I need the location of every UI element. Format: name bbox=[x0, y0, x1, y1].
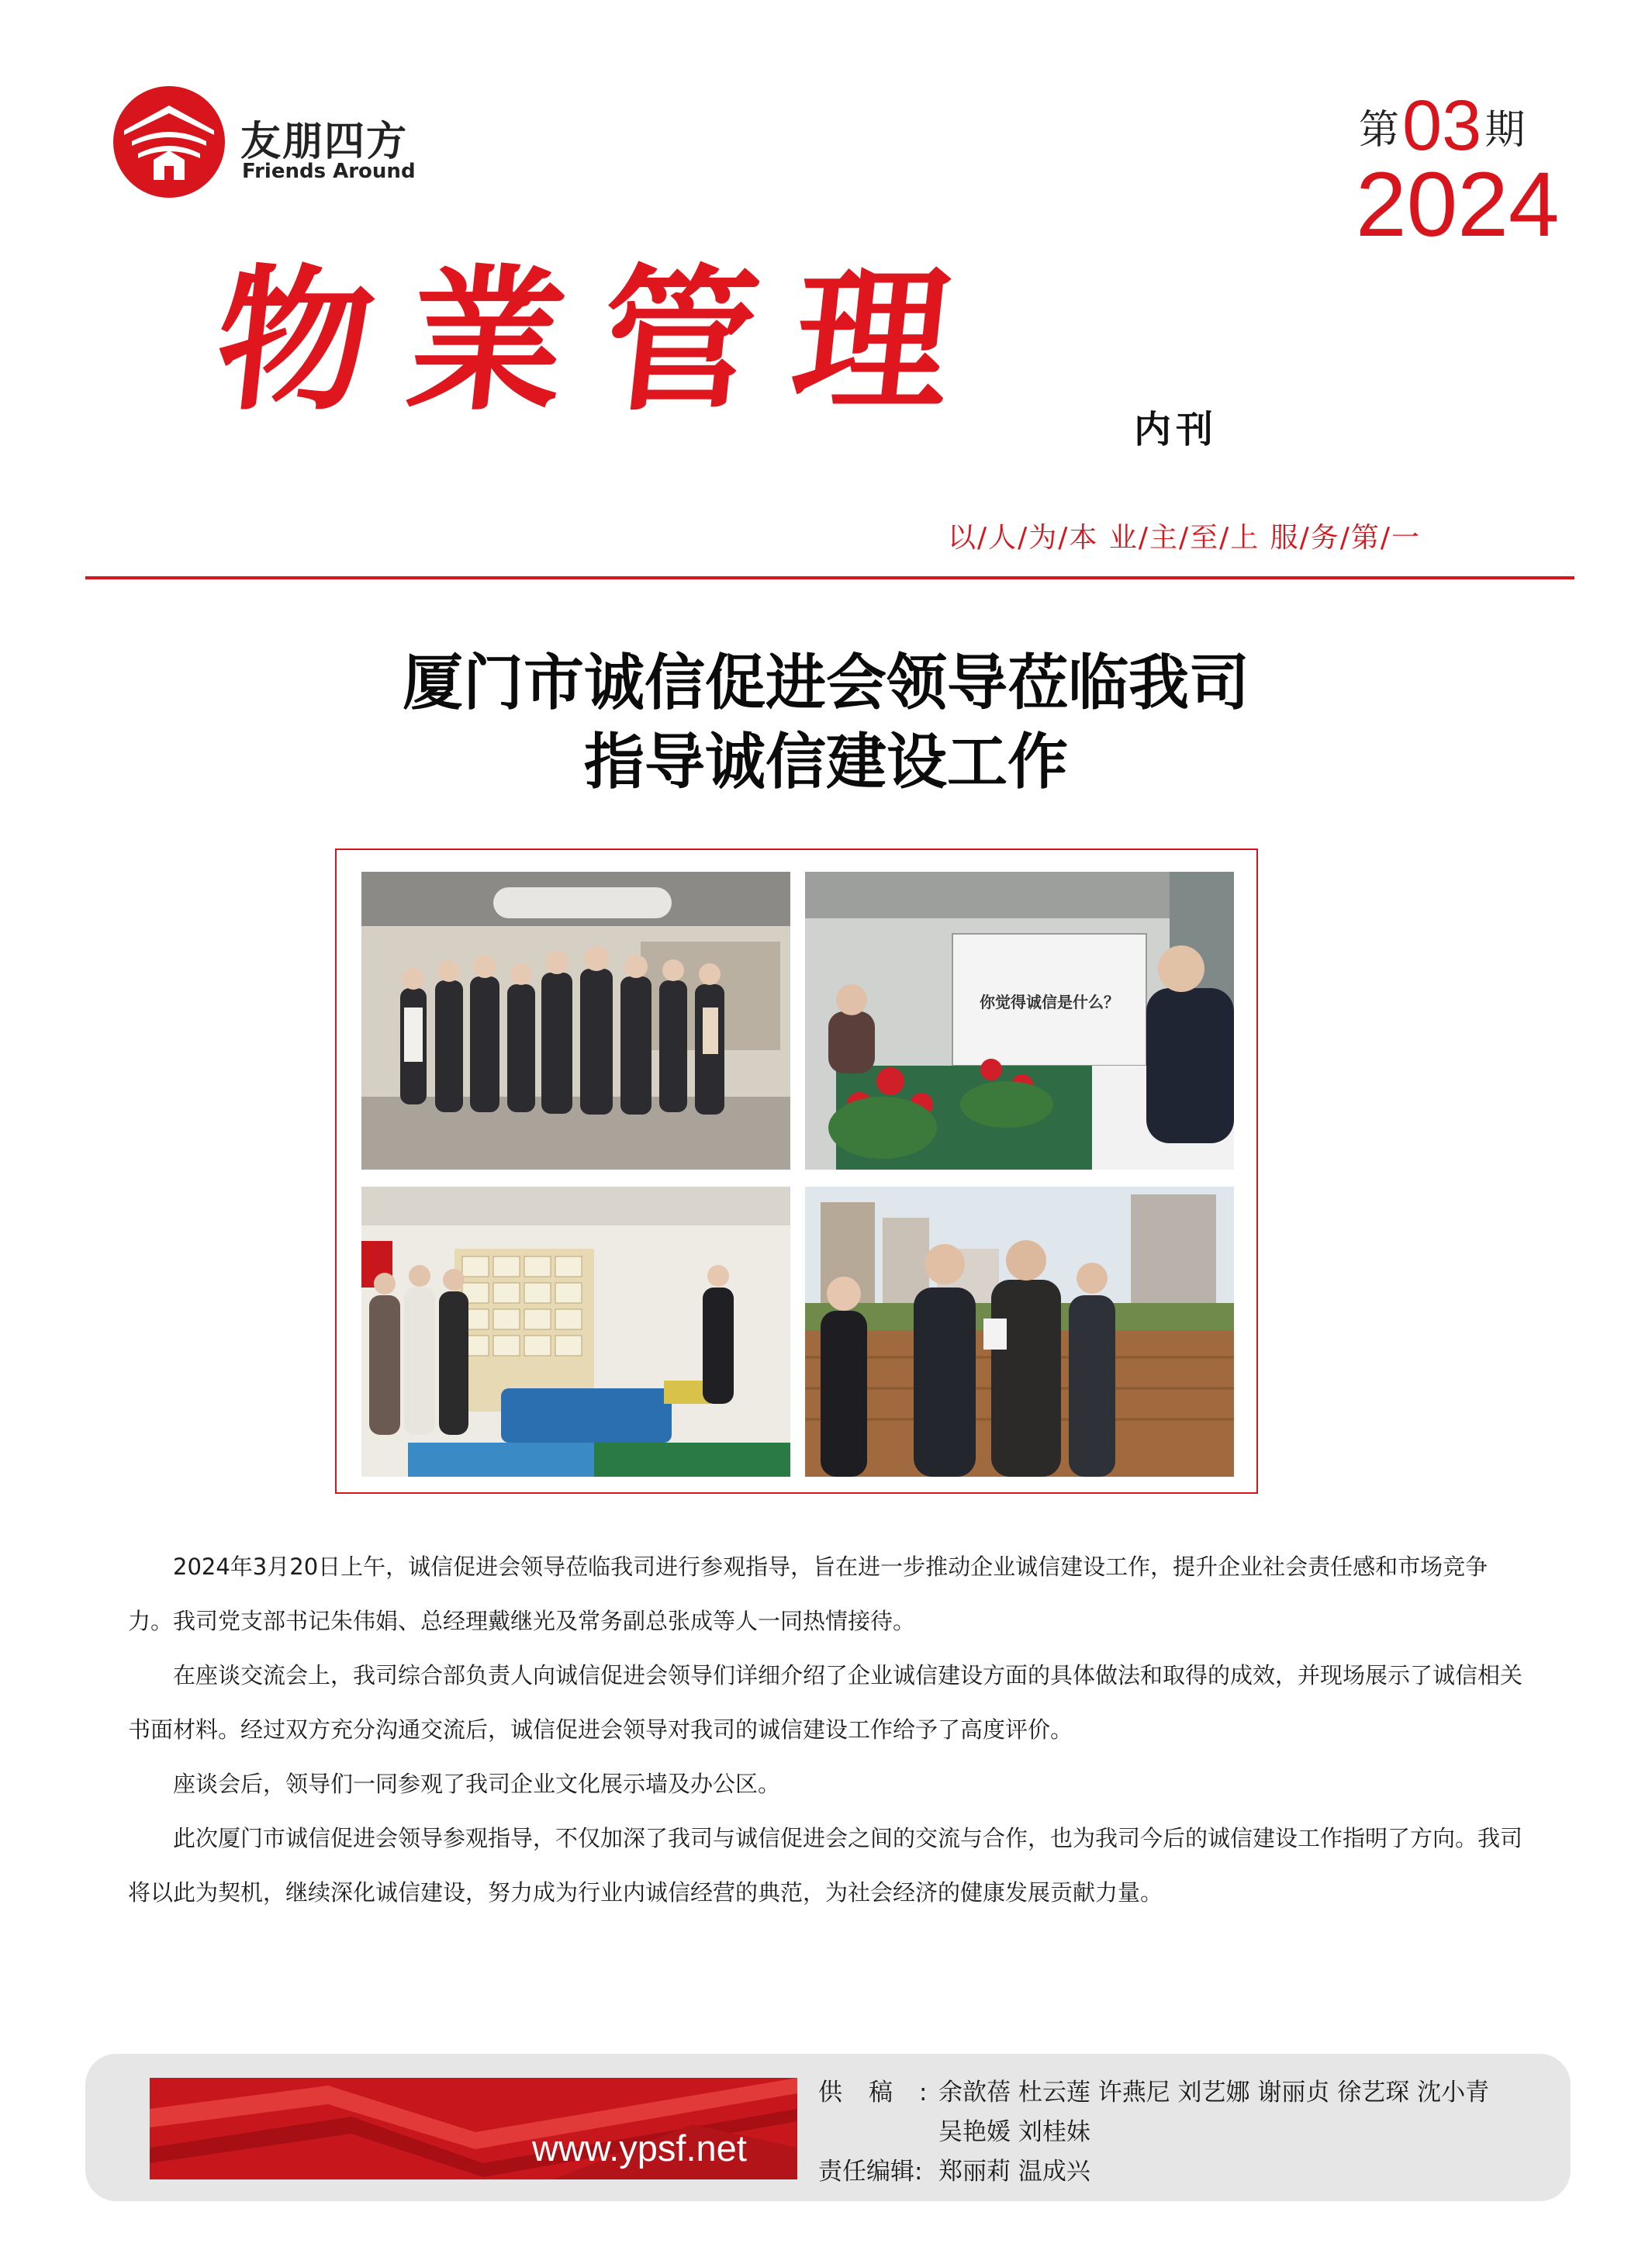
article-paragraph: 2024年3月20日上午，诚信促进会领导莅临我司进行参观指导，旨在进一步推动企业诚信建设工作，提升企业社会责任感和市场竞争力。我司党支部书记朱伟娟、总经理戴继光及常务副总张成等人一同热情接待。 bbox=[128, 1554, 1488, 1634]
article-paragraph: 座谈会后，领导们一同参观了我司企业文化展示墙及办公区。 bbox=[173, 1771, 781, 1797]
meeting-screen-text: 你觉得诚信是什么？ bbox=[980, 993, 1119, 1011]
internal-publication-label: 内刊 bbox=[1134, 408, 1218, 451]
article-body bbox=[128, 1540, 1524, 1920]
logo-name-chinese: 友朋四方 bbox=[240, 119, 409, 165]
header-divider bbox=[85, 576, 1574, 579]
photo-collage bbox=[335, 849, 1258, 1494]
article-paragraph: 在座谈交流会上，我司综合部负责人向诚信促进会领导们详细介绍了企业诚信建设方面的具体做法和取得的成效，并现场展示了诚信相关书面材料。经过双方充分沟通交流后，诚信促进会领导对我司的诚信建设工作给予了高度评价。 bbox=[128, 1662, 1523, 1743]
issue-digits: 03 bbox=[1402, 86, 1482, 165]
masthead-title: 物業管理 bbox=[207, 250, 997, 432]
photo-group-lobby bbox=[361, 872, 790, 1170]
website-link[interactable]: www.ypsf.net bbox=[532, 2127, 747, 2169]
photo-rooftop bbox=[805, 1187, 1234, 1477]
article-headline bbox=[128, 644, 1524, 802]
headline-line-1: 厦门市诚信促进会领导莅临我司 bbox=[402, 648, 1249, 718]
issue-suffix: 期 bbox=[1484, 107, 1526, 154]
contributors-line-1: 余歆蓓 杜云莲 许燕尼 刘艺娜 谢丽贞 徐艺琛 沈小青 bbox=[938, 2079, 1490, 2107]
photo-meeting-room bbox=[805, 872, 1234, 1170]
article-paragraph: 此次厦门市诚信促进会领导参观指导，不仅加深了我司与诚信促进会之间的交流与合作，也为我司今后的诚信建设工作指明了方向。我司将以此为契机，继续深化诚信建设，努力成为行业内诚信经营的典范，为社会经济的健康发展贡献力量。 bbox=[128, 1825, 1523, 1906]
slogan: 以/人/为/本 业/主/至/上 服/务/第/一 bbox=[948, 522, 1422, 554]
headline-line-2: 指导诚信建设工作 bbox=[583, 727, 1068, 797]
logo-name-english: Friends Around bbox=[242, 160, 416, 183]
issue-year: 2024 bbox=[1356, 154, 1560, 256]
contributors-label: 供稿: bbox=[818, 2079, 954, 2107]
photo-culture-wall bbox=[361, 1187, 790, 1477]
editors-label: 责任编辑: bbox=[818, 2158, 923, 2186]
issue-prefix: 第 bbox=[1359, 107, 1400, 154]
contributors-line-2: 吴艳媛 刘桂妹 bbox=[938, 2118, 1090, 2146]
editors-names: 郑丽莉 温成兴 bbox=[938, 2158, 1090, 2186]
company-logo bbox=[109, 84, 233, 200]
